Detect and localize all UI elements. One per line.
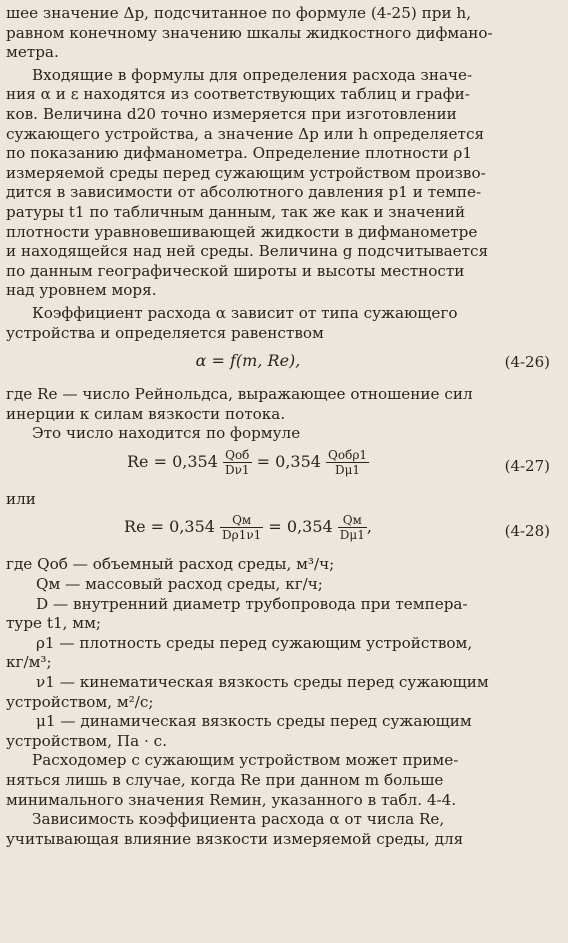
eq-mid: = 0,354: [256, 451, 321, 471]
fraction-denominator: Dν1: [224, 462, 250, 477]
text-line: Расходомер с сужающим устройством может приме-: [32, 751, 459, 770]
paragraph-dependence: [6, 810, 554, 849]
fraction: [220, 513, 263, 542]
paragraph-applicability: [6, 751, 554, 810]
definition-line: D — внутренний диаметр трубопровода при темпера-: [36, 594, 468, 613]
fraction-denominator: Dμ1: [334, 462, 361, 477]
text-line: по данным географической широты и высоты местности: [6, 261, 465, 280]
text-line: учитывающая влияние вязкости измеряемой среды, для: [6, 829, 464, 848]
text-line: где Re — число Рейнольдса, выражающее отношение сил: [6, 385, 473, 404]
definition-line: устройством, м²/с;: [6, 692, 154, 711]
text-line: над уровнем моря.: [6, 281, 157, 300]
text-line: минимального значения Reмин, указанного в табл. 4-4.: [6, 790, 457, 809]
eq-lhs: Re = 0,354: [126, 451, 218, 471]
fraction-denominator: Dμ1: [339, 528, 365, 543]
fraction-numerator: Qобρ1: [328, 447, 368, 462]
equation-4-27: [6, 444, 554, 490]
definitions-list: [6, 555, 554, 751]
fraction-numerator: Qоб: [223, 448, 252, 463]
equation-4-28: [6, 509, 554, 555]
fraction-numerator: Qм: [220, 513, 263, 528]
text-line: устройства и определяется равенством: [6, 323, 324, 342]
text-line: сужающего устройства, а значение Δp или h определяется: [6, 124, 485, 143]
definition-line: Qм — массовый расход среды, кг/ч;: [36, 575, 323, 594]
definition-line: туре t1, мм;: [6, 614, 102, 633]
eq-mid: = 0,354: [268, 517, 333, 537]
equation-4-26: [6, 343, 554, 385]
definition-line: μ1 — динамическая вязкость среды перед сужающим: [36, 712, 472, 731]
text-line: ратуры t1 по табличным данным, так же как и значений: [6, 202, 466, 221]
definition-line: где Qоб — объемный расход среды, м³/ч;: [6, 555, 335, 574]
fraction: [223, 448, 252, 477]
eq-tail: ,: [366, 517, 372, 537]
text-line: равном конечному значению шкалы жидкостного дифмано-: [6, 23, 493, 42]
text-line: Это число находится по формуле: [32, 424, 301, 443]
equation-text: α = f(m, Re),: [195, 351, 301, 371]
text-line: ков. Величина d20 точно измеряется при изготовлении: [6, 104, 457, 123]
paragraph-measurement: [6, 66, 554, 301]
text-line: инерции к силам вязкости потока.: [6, 404, 286, 423]
equation-number: (4-26): [504, 353, 550, 372]
text-line: плотности уравновешивающей жидкости в дифманометре: [6, 222, 478, 241]
text-line: Входящие в формулы для определения расхода значе-: [32, 65, 473, 84]
text-line: ния α и ε находятся из соответствующих таблиц и графи-: [6, 85, 470, 104]
paragraph-reynolds: [6, 385, 554, 444]
text-line: по показанию дифманометра. Определение плотности ρ1: [6, 144, 473, 163]
text-line: метра.: [6, 43, 59, 62]
definition-line: ρ1 — плотность среды перед сужающим устройством,: [36, 633, 473, 652]
text-line: дится в зависимости от абсолютного давления p1 и темпе-: [6, 183, 482, 202]
eq-lhs: Re = 0,354: [124, 517, 215, 537]
fraction: [326, 448, 369, 477]
equation-number: (4-28): [504, 522, 550, 541]
text-line: шее значение Δp, подсчитанное по формуле (4-25) при h,: [6, 4, 472, 22]
text-line: няться лишь в случае, когда Re при данном m больше: [6, 771, 444, 789]
definition-line: устройством, Па · с.: [6, 731, 168, 750]
definition-line: ν1 — кинематическая вязкость среды перед сужающим: [36, 673, 489, 692]
text-line: Коэффициент расхода α зависит от типа сужающего: [32, 303, 458, 322]
text-line: Зависимость коэффициента расхода α от числа Re,: [32, 810, 445, 829]
paragraph-coefficient: [6, 304, 554, 343]
fraction-denominator: Dρ1ν1: [222, 528, 262, 543]
text-line: и находящейся над ней среды. Величина g подсчитывается: [6, 242, 489, 261]
paragraph-continuation: [6, 4, 554, 63]
fraction: [338, 513, 367, 542]
text-line: или: [6, 489, 36, 508]
definition-line: кг/м³;: [6, 653, 52, 672]
text-line: измеряемой среды перед сужающим устройством произво-: [6, 163, 486, 182]
equation-number: (4-27): [504, 456, 550, 475]
fraction-numerator: Qм: [338, 513, 367, 528]
